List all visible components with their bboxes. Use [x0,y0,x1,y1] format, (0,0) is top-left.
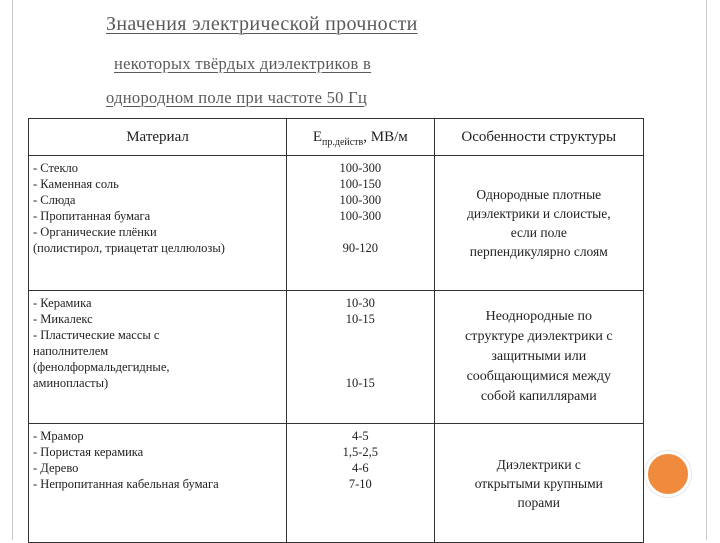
title-line-1: Значения электрической прочности [106,13,418,35]
strength-cell [287,291,435,424]
material-item: наполнителем [33,344,109,358]
header-features: Особенности структуры [434,119,643,156]
features-cell [434,156,643,291]
material-item: - Слюда [33,193,76,207]
table-header-row [29,119,644,156]
material-item: аминопласты) [33,376,109,390]
material-item: - Стекло [33,161,79,175]
features-line: собой капиллярами [480,389,597,404]
features-line: сообщающимися между [466,369,611,384]
strength-value: 100-300 [339,161,382,175]
header-strength-unit: , МВ/м [363,128,408,145]
material-item: (полистирол, триацетат целлюлозы) [33,241,225,255]
material-cell [29,156,287,291]
features-line: защитными или [491,349,587,364]
material-cell [29,424,287,543]
material-item: - Дерево [33,461,79,475]
strength-value: 90-120 [342,241,379,255]
material-item: - Мрамор [33,429,84,443]
strength-value: 4-5 [351,429,369,443]
material-item: - Пластические массы с [33,328,160,342]
features-cell [434,424,643,543]
slide-title [106,14,576,106]
features-line: Диэлектрики с [496,456,581,472]
dielectric-strength-table [28,118,644,543]
material-item: - Органические плёнки [33,225,157,239]
table-row [29,156,644,291]
header-strength [287,119,435,156]
features-line: если поле [510,225,567,240]
features-line: Однородные плотные [476,187,602,202]
material-item: (фенолформальдегидные, [33,360,170,374]
strength-value: 100-300 [339,209,382,223]
features-line: диэлектрики и слоистые, [466,206,611,221]
features-cell [434,291,643,424]
strength-cell [287,424,435,543]
table-row [29,291,644,424]
strength-value: 10-15 [345,376,375,390]
strength-value: 10-15 [345,312,375,326]
title-line-2: некоторых твёрдых диэлектриков в [114,54,372,73]
material-item: - Керамика [33,296,92,310]
material-item: - Пористая керамика [33,445,144,459]
title-line-3: однородном поле при частоте 50 Гц [106,87,368,107]
material-item: - Микалекс [33,312,93,326]
strength-value: 7-10 [348,477,372,491]
material-item: - Каменная соль [33,177,119,191]
features-line: перпендикулярно слоям [469,244,608,259]
table-row [29,424,644,543]
strength-cell [287,156,435,291]
strength-value: 10-30 [345,296,375,310]
frame-right-line [706,0,707,540]
orange-circle-decoration [645,451,691,497]
features-line: структуре диэлектрики с [465,329,613,344]
material-item: - Пропитанная бумага [33,209,151,223]
material-item: - Непропитанная кабельная бумага [33,477,219,491]
strength-value: 1,5-2,5 [342,445,379,459]
features-line: порами [517,494,561,510]
strength-value: 4-6 [351,461,369,475]
features-line: Неоднородные по [485,309,592,324]
header-strength-main: Е [312,128,322,145]
material-cell [29,291,287,424]
strength-value: 100-300 [339,193,382,207]
frame-left-line [12,0,13,540]
header-material: Материал [29,119,287,156]
strength-value: 100-150 [339,177,382,191]
header-strength-sub: пр.действ [322,136,364,148]
features-line: открытыми крупными [474,475,603,491]
